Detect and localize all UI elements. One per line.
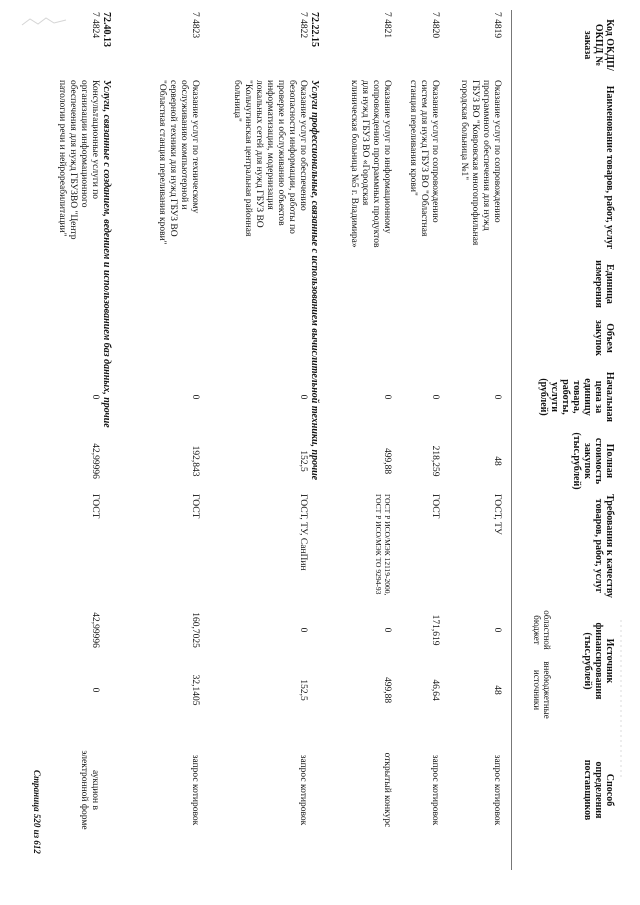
row-quality: ГОСТ — [190, 494, 200, 519]
header-unit: Единица измерения — [593, 260, 615, 308]
group-title: Услуги профессиональные, связанные с использованием вычислительной техники, прочие — [309, 80, 320, 481]
row-method: запрос котировок — [190, 754, 200, 826]
header-start-price: Начальная цена за единицу товара, работы, услуги (рублей) — [538, 371, 615, 423]
row-extra: 0 — [90, 687, 100, 693]
header-code: Код ОКДП/ ОКПД № заказа — [582, 19, 615, 71]
row-full-cost: 152,5 — [298, 450, 308, 472]
row-start-price: 0 — [90, 394, 100, 400]
row-start-price: 0 — [298, 394, 308, 400]
row-regional: 0 — [298, 627, 308, 633]
header-quality: Требования к качеству товаров, работ, услуг — [593, 494, 615, 598]
row-regional: 0 — [382, 627, 392, 633]
row-regional: 42,99996 — [90, 612, 100, 648]
row-extra: 48 — [492, 685, 502, 695]
row-start-price: 0 — [382, 394, 392, 400]
row-full-cost: 499,88 — [382, 447, 392, 475]
row-code: 7 4823 — [190, 12, 200, 39]
row-code: 7 4820 — [430, 12, 440, 39]
row-full-cost: 218,259 — [430, 445, 440, 477]
row-quality: ГОСТ, ТУ — [492, 494, 502, 535]
row-regional: 0 — [492, 627, 502, 633]
row-extra: 152,5 — [298, 679, 308, 701]
row-regional: 171,619 — [430, 614, 440, 646]
row-full-cost: 192,843 — [190, 445, 200, 477]
row-extra: 499,88 — [382, 676, 392, 704]
row-code: 7 4822 — [298, 12, 308, 39]
row-quality: ГОСТ, ТУ, СанПин — [298, 494, 308, 571]
header-method: Способ определения поставщиков — [582, 759, 615, 821]
row-quality: ГОСТ Р ИСО/МЭК 12119-2000, ГОСТ Р ИСО/МЭК ТО 9294-93 — [374, 494, 392, 596]
header-financing-extra: внебюджетные источники — [532, 661, 552, 719]
row-full-cost: 48 — [492, 456, 502, 466]
row-extra: 46,64 — [430, 679, 440, 701]
page-number: Страница 520 из 612 — [32, 770, 42, 854]
row-name: Оказание услуг по техническому обслуживанию компьютерной и серверной техники для нужд ГБУЗ ВО "Областная станция переливания крови" — [157, 80, 200, 245]
row-method: запрос котировок — [298, 754, 308, 826]
row-start-price: 0 — [190, 394, 200, 400]
rotated-table — [20, 10, 620, 875]
row-start-price: 0 — [430, 394, 440, 400]
header-rule — [511, 10, 512, 870]
header-name: Наименование товаров, работ, услуг — [604, 85, 615, 250]
row-name: Оказание услуг по сопровождению систем для нужд ГБУЗ ВО "Областная станция переливания крови" — [408, 80, 440, 237]
header-financing-regional: областной бюджет — [532, 610, 552, 650]
row-method: открытый конкурс — [382, 752, 392, 828]
row-code: 7 4821 — [382, 12, 392, 39]
row-code: 7 4824 — [90, 12, 100, 39]
header-full-cost: Полная стоимость закупок (тыс.рублей) — [571, 432, 615, 490]
row-start-price: 0 — [492, 394, 502, 400]
group-code: 72.22.15 — [309, 12, 320, 47]
row-method: аукцион в электронной форме — [79, 750, 100, 830]
group-code: 72.40.13 — [101, 12, 112, 47]
row-extra: 32,1405 — [190, 674, 200, 706]
row-name: Оказание услуг по обеспечению безопасности информации, работы по проверке и обслуживанию объектов информатизации, модернизация локальных сетей для нужд ГБУЗ ВО "Кольчугинская центральная районная больница" — [232, 80, 308, 237]
row-name: Оказание услуг по сопровождению программного обеспечения для нужд ГБУЗ ВО "Ковровская многопрофильная городская больница №1" — [459, 80, 502, 246]
row-code: 7 4819 — [492, 12, 502, 39]
row-quality: ГОСТ — [90, 494, 100, 519]
header-volume: Объем закупок — [593, 319, 615, 357]
row-full-cost: 42,99996 — [90, 443, 100, 479]
group-title: Услуги, связанные с созданием, ведением и использованием баз данных, прочие — [101, 80, 112, 428]
row-name: Оказание услуг по информационному сопровождению программных продуктов для нужд ГБУЗ ВО «Городская клиническая больница №5 г. Владимира» — [349, 80, 392, 248]
row-quality: ГОСТ — [430, 494, 440, 519]
row-method: запрос котировок — [492, 754, 502, 826]
row-regional: 160,7025 — [190, 612, 200, 648]
header-financing: Источник финансирования (тыс.рублей) — [582, 622, 615, 700]
row-name: Консультационные услуги по организации информационного обеспечения для нужд ГБУЗВО "Центр патологии речи и нейрореабилитации" — [57, 80, 100, 240]
row-method: запрос котировок — [430, 754, 440, 826]
